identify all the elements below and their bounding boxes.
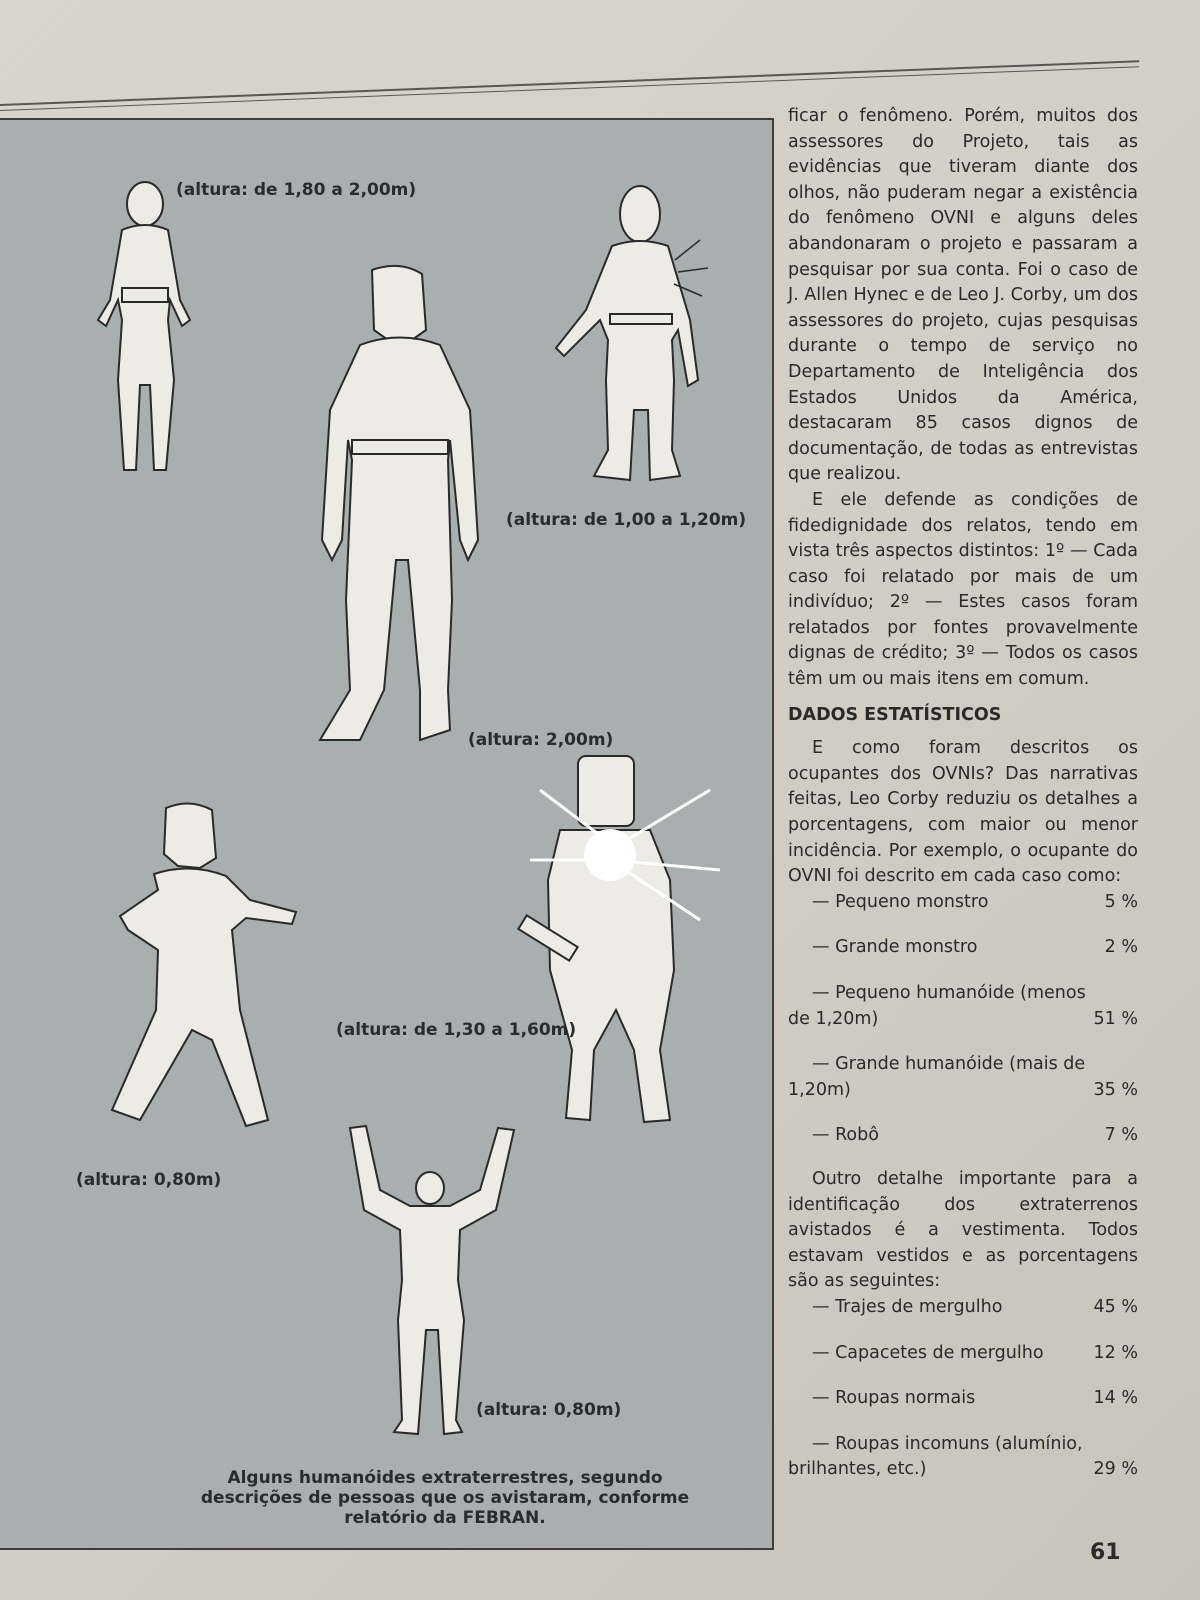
stat-label-cont: de 1,20m) [788,1008,879,1029]
stat-row [788,890,1138,916]
humanoid-figure-robot [510,750,740,1140]
stat-row [788,1386,1138,1412]
section-heading: DADOS ESTATÍSTICOS [788,704,1002,725]
stat-row [788,1341,1138,1367]
stat-value: 14 % [1093,1388,1138,1409]
humanoid-figure-small [550,180,720,490]
paragraph: E ele defende as condições de fidedignidade dos relatos, tendo em vista três aspectos distintos: 1º — Cada caso foi relatado por mais de um indivíduo; 2º — Estes casos foram relatados por fontes provavelmente dignas de crédito; 3º — Todos os casos têm um ou mais itens em comum. [788,489,1138,690]
illustration-panel [0,118,774,1550]
stat-row [788,1295,1138,1321]
stat-label: — Roupas incomuns (alumínio, [812,1433,1083,1454]
stat-value: 29 % [1093,1459,1138,1480]
stat-row [788,981,1138,1032]
paragraph: E como foram descritos os ocupantes dos OVNIs? Das narrativas feitas, Leo Corby reduziu os detalhes a porcentagens, com maior ou menor incidência. Por exemplo, o ocupante do OVNI foi descrito em cada caso como: [788,738,1138,887]
figure-height-label: (altura: de 1,00 a 1,20m) [506,510,747,530]
figure-height-label: (altura: 0,80m) [476,1400,622,1420]
stat-row [788,935,1138,961]
stat-value: 7 % [1104,1125,1138,1146]
humanoid-figure-arms-raised [330,1120,540,1440]
stat-label-cont: brilhantes, etc.) [788,1459,927,1480]
stat-label: — Grande humanóide (mais de [812,1054,1086,1075]
paragraph: ficar o fenômeno. Porém, muitos dos assessores do Projeto, tais as evidências que tiveram diante dos olhos, não puderam negar a existência do fenômeno OVNI e alguns deles abandonaram o projeto e passaram a pesquisar por sua conta. Foi o caso de J. Allen Hynec e de Leo J. Corby, um dos assessores do projeto, cujas pesquisas durante o tempo de serviço no Departamento de Inteligência dos Estados Unidos da América, destacaram 85 casos dignos de documentação, de todas as entrevistas que realizou. [788,106,1138,485]
figure-height-label: (altura: 0,80m) [76,1170,222,1190]
stat-value: 5 % [1104,891,1138,912]
stat-label: — Capacetes de mergulho [812,1342,1044,1363]
stat-label: — Pequeno monstro [812,891,989,912]
stat-row [788,1052,1138,1103]
stat-row [788,1123,1138,1149]
paragraph: Outro detalhe importante para a identificação dos extraterrenos avistados é a vestimenta. Todos estavam vestidos e as porcentagens são as seguintes: [788,1168,1138,1292]
header-rule [0,60,1139,106]
stat-label: — Roupas normais [812,1388,976,1409]
stat-value: 35 % [1093,1079,1138,1100]
humanoid-figure-diver [70,180,220,500]
stat-row [788,1432,1138,1483]
figure-height-label: (altura: 2,00m) [468,730,614,750]
stat-value: 45 % [1093,1296,1138,1317]
figure-height-label: (altura: de 1,80 a 2,00m) [176,180,417,200]
stat-value: 2 % [1104,937,1138,958]
stat-label: — Pequeno humanóide (menos [812,983,1086,1003]
stat-label: — Trajes de mergulho [812,1296,1003,1317]
stat-value: 51 % [1093,1008,1138,1029]
stat-value: 12 % [1093,1342,1138,1363]
page-number: 61 [1090,1540,1121,1565]
humanoid-figure-tall [300,260,500,750]
stat-label: — Grande monstro [812,937,978,958]
stat-label-cont: 1,20m) [788,1079,851,1100]
humanoid-figure-reaching [100,800,320,1150]
figure-height-label: (altura: de 1,30 a 1,60m) [336,1020,577,1040]
figure-caption: Alguns humanóides extraterrestres, segundo descrições de pessoas que os avistaram, conforme relatório da FEBRAN. [200,1468,690,1528]
article-text-column [788,104,1138,1483]
stat-label: — Robô [812,1125,879,1146]
